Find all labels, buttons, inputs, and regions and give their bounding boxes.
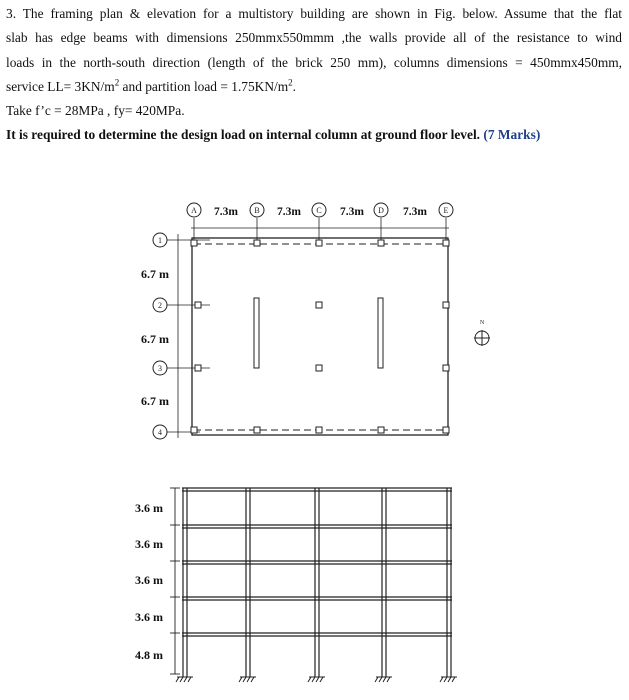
svg-text:B: B [254,206,260,215]
grid-bubble-4 [153,425,167,439]
problem-number: 3. [6,6,17,21]
perimeter-columns [191,240,449,433]
building-elevation [135,488,457,682]
problem-line-3: loads in the north-south direction (length of the brick 250 mm), columns dimensions = 450mmx450mm, [6,54,622,70]
story-height-4: 3.6 m [135,537,163,551]
span-label-ab: 7.3m [214,206,238,218]
fixed-supports [176,677,457,682]
floor-slabs [182,488,452,636]
grid-bubble-b [250,203,264,217]
story-height-2: 3.6 m [135,610,163,624]
grid-bubble-1 [153,233,167,247]
requirement-text: It is required to determine the design load on internal column at ground floor level. [6,127,481,143]
svg-text:A: A [191,206,197,215]
elevation-columns [183,488,451,677]
problem-line-2: slab has edge beams with dimensions 250mmx550mmm ,the walls provide all of the resistance to wind [6,30,622,46]
north-arrow-icon [474,320,490,346]
grid-bubble-3 [153,361,167,375]
svg-text:3: 3 [158,364,162,373]
grid-bubble-c [312,203,326,217]
svg-text:E: E [443,206,449,215]
material-properties: Take f’c = 28MPa , fy= 420MPa. [6,103,185,119]
svg-text:1: 1 [158,236,162,245]
grid-bubble-2 [153,298,167,312]
svg-text:4: 4 [158,428,162,437]
span-label-23: 6.7 m [141,332,169,346]
interior-wall-d [378,298,383,368]
building-outline [192,238,448,435]
span-label-cd: 7.3m [340,206,364,218]
grid-bubble-d [374,203,388,217]
grid-bubble-e [439,203,453,217]
problem-line-4: service $LL= 3KN/m^2$ and partition load = $1.75KN/m^2$. [6,77,297,94]
marks-label: (7 Marks) [483,127,541,143]
svg-text:D: D [378,206,384,215]
interior-wall-b [254,298,259,368]
story-height-5: 3.6 m [135,501,163,515]
framing-plan [141,203,490,439]
span-label-34: 6.7 m [141,394,169,408]
problem-line-1: 3. The framing plan & elevation for a multistory building are shown in Fig. below. Assume that the flat [6,6,622,21]
grid-bubble-a [187,203,201,217]
span-label-bc: 7.3m [277,206,301,218]
span-label-de: 7.3m [403,206,427,218]
svg-text:C: C [316,206,322,215]
span-label-12: 6.7 m [141,267,169,281]
interior-columns [316,302,322,371]
story-height-3: 3.6 m [135,573,163,587]
story-height-1: 4.8 m [135,648,163,662]
svg-text:2: 2 [158,301,162,310]
svg-text:N: N [479,320,485,326]
